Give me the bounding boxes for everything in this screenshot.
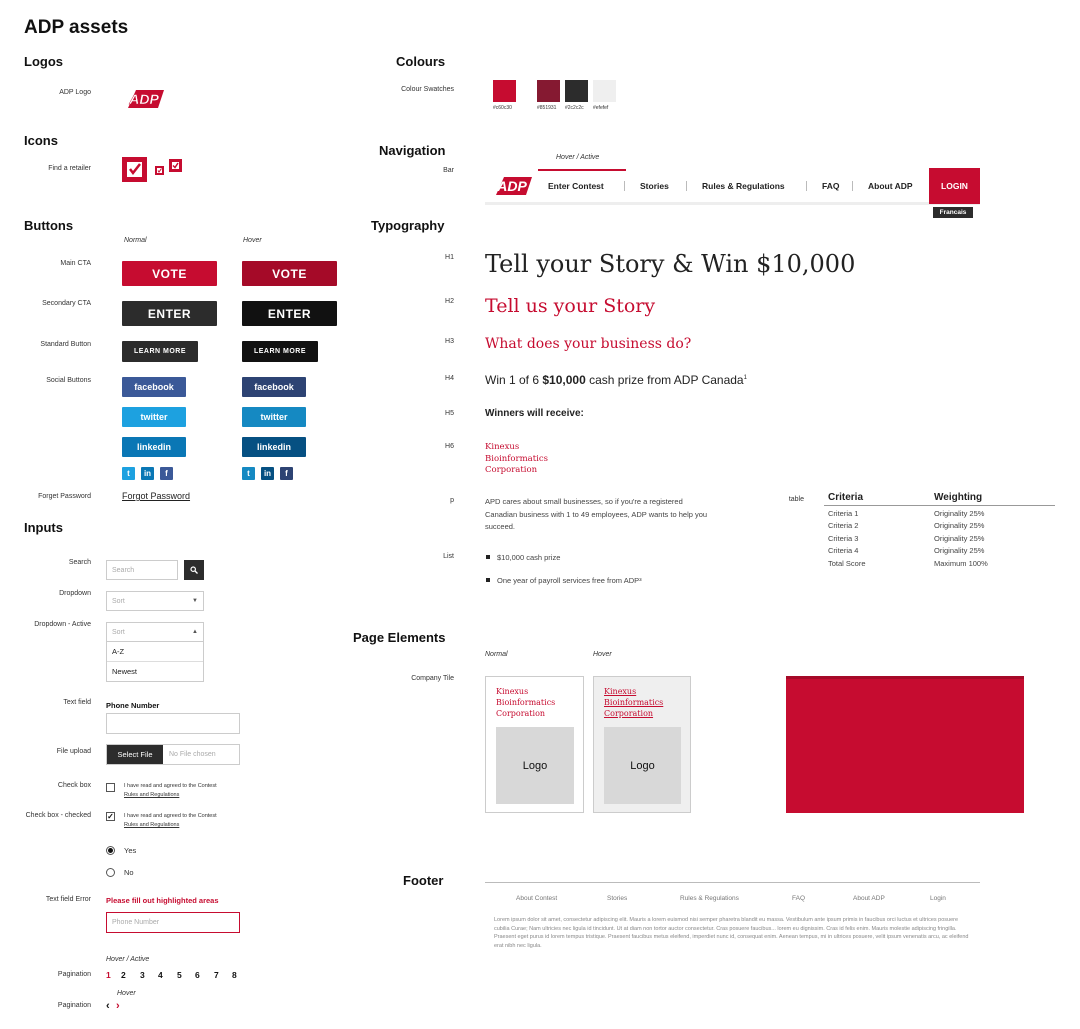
page-1[interactable]: 1 — [106, 970, 111, 980]
footer-link-login[interactable]: Login — [930, 895, 946, 902]
section-logos: Logos — [24, 54, 63, 69]
vote-button[interactable]: VOTE — [122, 261, 217, 286]
page-6[interactable]: 6 — [195, 970, 200, 980]
page-title: ADP assets — [24, 17, 129, 38]
tile-company-name — [496, 686, 555, 719]
tile-name-line: Kinexus — [604, 687, 637, 696]
table-cell: Originality 25% — [934, 546, 985, 556]
sort-dropdown[interactable] — [106, 591, 204, 611]
h2-sample: Tell us your Story — [485, 295, 656, 317]
list-item: $10,000 cash prize — [497, 553, 561, 562]
tile-hover-label: Hover — [593, 651, 612, 658]
footer-text: Lorem ipsum dolor sit amet, consectetur adipiscing elit. Mauris a lorem euismod nisi semper pharetra blandit eu massa. Vestibulum ante ipsum primis in faucibus orci luctus et ultrices posuere cubilia Curae; Nam ultricies nec ligula id tincidunt. Ut at diam non tortor auctor consectetur. Cras posuere faucibus... lorem eu dignissim. Cras id felis enim. Mauris molestie adipiscing fringilla. Praesent eget purus id lorem tempus tristique. Praesent faucibus metus eleifend, imperdiet nunc id, consequat enim. Aenean tempus, mi in ultrices posuere, velit ipsum venenatis arcu, ac eleifend erat nibh nec ligula. — [494, 917, 969, 949]
enter-button[interactable]: ENTER — [122, 301, 217, 326]
facebook-icon[interactable]: f — [160, 467, 173, 480]
dropdown-active-label: Dropdown - Active — [34, 621, 91, 628]
h6-sample — [485, 442, 548, 477]
paragraph-sample: APD cares about small businesses, so if you're a registered Canadian business with 1 to 49 employees, ADP wants to help you succeed. — [485, 497, 708, 531]
swatch-label: #2c2c2c — [565, 105, 584, 111]
section-colours: Colours — [396, 54, 446, 69]
social-buttons-label: Social Buttons — [46, 377, 91, 384]
nav-divider — [686, 181, 687, 191]
table-cell: Originality 25% — [934, 509, 985, 518]
forgot-password-link[interactable]: Forgot Password — [122, 491, 191, 501]
search-button[interactable] — [184, 560, 204, 580]
main-cta-label: Main CTA — [60, 260, 91, 267]
table-cell: Criteria 3 — [828, 533, 859, 543]
tile-company-name — [604, 686, 663, 719]
facebook-button[interactable]: facebook — [122, 377, 186, 397]
checkbox-label-text: I have read and agreed to the Contest — [124, 813, 217, 819]
nav-item-enter-contest[interactable]: Enter Contest — [548, 181, 604, 191]
checkbox-label-text: I have read and agreed to the Contest — [124, 783, 217, 789]
p-label: p — [450, 497, 454, 504]
nav-item-faq[interactable]: FAQ — [822, 181, 840, 191]
section-page-elements: Page Elements — [353, 630, 446, 645]
twitter-button-hover[interactable]: twitter — [242, 407, 306, 427]
h4-sup: 1 — [743, 375, 747, 381]
nav-logo[interactable] — [489, 175, 535, 202]
twitter-icon[interactable]: t — [122, 467, 135, 480]
sort-dropdown-active[interactable] — [106, 622, 204, 642]
phone-input[interactable] — [106, 713, 240, 734]
section-footer: Footer — [403, 873, 444, 888]
colour-swatches-label: Colour Swatches — [401, 86, 454, 93]
linkedin-button[interactable]: linkedin — [122, 437, 186, 457]
table-header: Criteria — [828, 492, 864, 503]
footer-link-about-contest[interactable]: About Contest — [516, 895, 558, 902]
table-row — [824, 558, 1055, 570]
table-cell: Originality 25% — [934, 533, 985, 543]
swatch-label: #851931 — [537, 105, 557, 111]
footer-link-stories[interactable]: Stories — [607, 895, 628, 902]
file-upload-label: File upload — [56, 748, 91, 755]
buttons-hover-label: Hover — [243, 237, 262, 244]
h2-label: H2 — [445, 298, 454, 305]
h5-sample: Winners will receive: — [485, 408, 584, 419]
list-item: One year of payroll services free from ADP³ — [497, 576, 642, 585]
section-inputs: Inputs — [24, 520, 63, 535]
search-input[interactable]: Search — [106, 560, 178, 580]
nav-logo-text: ADP — [497, 178, 527, 194]
tile-name-line: Bioinformatics — [604, 698, 664, 707]
h4-sample — [485, 373, 747, 387]
chevron-down-icon: ▼ — [192, 598, 198, 604]
table-cell: Criteria 4 — [828, 546, 859, 556]
check-box-large-icon[interactable] — [122, 157, 147, 187]
table-cell: Total Score — [828, 558, 866, 568]
swatch-red — [493, 80, 516, 102]
footer-link-about-adp[interactable]: About ADP — [853, 895, 885, 902]
agree-checkbox[interactable] — [106, 783, 115, 792]
footer-divider — [485, 882, 980, 883]
table-cell: Maximum 100% — [934, 558, 988, 568]
nav-item-rules[interactable]: Rules & Regulations — [702, 181, 785, 191]
chevron-right-icon[interactable]: › — [116, 1000, 120, 1012]
radio-no-label: No — [124, 868, 134, 877]
company-tile-label: Company Tile — [411, 675, 454, 682]
swatch-label: #efefef — [593, 105, 609, 111]
chevron-left-icon[interactable]: ‹ — [106, 1000, 110, 1012]
check-box-label: Check box — [57, 782, 91, 789]
company-tile-hover[interactable] — [593, 676, 691, 813]
table-row — [824, 533, 1055, 545]
section-navigation: Navigation — [379, 143, 446, 158]
checkbox-text — [124, 812, 217, 830]
sort-dropdown-active-value: Sort — [112, 628, 125, 636]
table-row — [824, 545, 1055, 557]
h4-text-post: cash prize from ADP Canada — [585, 373, 744, 387]
tile-name-line: Bioinformatics — [496, 698, 556, 707]
language-toggle[interactable]: Francais — [933, 207, 973, 218]
swatch-light — [593, 80, 616, 102]
page-5[interactable]: 5 — [177, 970, 182, 980]
enter-button-hover[interactable]: ENTER — [242, 301, 337, 326]
learn-more-button-hover[interactable]: LEARN MORE — [242, 341, 318, 362]
buttons-normal-label: Normal — [124, 237, 147, 244]
select-file-button[interactable]: Select File — [107, 745, 163, 764]
rules-link[interactable]: Rules and Regulations — [124, 822, 180, 828]
swatch-charcoal — [565, 80, 588, 102]
h6-line: Bioinformatics — [485, 453, 548, 464]
radio-yes[interactable] — [106, 846, 115, 855]
check-box-small-icon[interactable] — [155, 162, 164, 180]
sort-dropdown-value: Sort — [112, 597, 125, 605]
find-retailer-label: Find a retailer — [48, 165, 91, 172]
table-row — [824, 508, 1055, 520]
search-label: Search — [68, 559, 91, 566]
tile-name-line: Kinexus — [496, 687, 529, 696]
footer-link-rules[interactable]: Rules & Regulations — [680, 895, 739, 902]
secondary-cta-label: Secondary CTA — [42, 300, 91, 307]
radio-yes-label: Yes — [124, 846, 137, 855]
h3-sample: What does your business do? — [485, 336, 692, 352]
page-8[interactable]: 8 — [232, 970, 237, 980]
adp-logo-label: ADP Logo — [59, 89, 91, 96]
no-file-text: No File chosen — [169, 751, 216, 758]
phone-label: Phone Number — [106, 701, 160, 710]
h4-label: H4 — [445, 375, 454, 382]
tile-logo-placeholder: Logo — [604, 727, 681, 804]
text-field-error-label: Text field Error — [45, 896, 91, 903]
search-icon — [190, 566, 198, 574]
vote-button-hover[interactable]: VOTE — [242, 261, 337, 286]
twitter-icon[interactable]: t — [242, 467, 255, 480]
list-bullet — [486, 578, 490, 582]
linkedin-icon[interactable]: in — [261, 467, 274, 480]
pagination-hover-active-label: Hover / Active — [106, 956, 150, 963]
company-tile-red-block — [786, 676, 1024, 813]
check-box-small-icon[interactable] — [169, 159, 182, 177]
nav-divider — [852, 181, 853, 191]
facebook-icon[interactable]: f — [280, 467, 293, 480]
company-tile[interactable] — [485, 676, 584, 813]
adp-logo-text: ADP — [129, 91, 159, 107]
tile-name-line: Corporation — [604, 709, 654, 718]
table-row — [824, 520, 1055, 532]
section-buttons: Buttons — [24, 218, 74, 233]
learn-more-button[interactable]: LEARN MORE — [122, 341, 198, 362]
page-4[interactable]: 4 — [158, 970, 163, 980]
pagination-label-2: Pagination — [57, 1002, 91, 1009]
facebook-button-hover[interactable]: facebook — [242, 377, 306, 397]
h5-label: H5 — [445, 410, 454, 417]
table-cell: Criteria 1 — [828, 509, 859, 518]
check-box-checked-label: Check box - checked — [25, 812, 91, 819]
tile-normal-label: Normal — [485, 651, 508, 658]
section-icons: Icons — [24, 133, 58, 148]
swatch-dark-red — [537, 80, 560, 102]
dropdown-label: Dropdown — [59, 590, 91, 597]
pagination-label: Pagination — [57, 971, 91, 978]
nav-item-about[interactable]: About ADP — [868, 181, 913, 191]
h6-label: H6 — [445, 443, 454, 450]
rules-link[interactable]: Rules and Regulations — [124, 792, 180, 798]
text-field-label: Text field — [63, 699, 91, 706]
page-7[interactable]: 7 — [214, 970, 219, 980]
table-cell: Originality 25% — [934, 521, 985, 531]
table-header: Weighting — [934, 492, 983, 503]
tile-logo-placeholder: Logo — [496, 727, 574, 804]
twitter-button[interactable]: twitter — [122, 407, 186, 427]
criteria-table — [824, 492, 1055, 570]
error-message: Please fill out highlighted areas — [106, 896, 219, 905]
list-bullet — [486, 555, 490, 559]
dropdown-menu — [106, 642, 204, 682]
phone-input-error[interactable]: Phone Number — [106, 912, 240, 933]
dropdown-option[interactable]: Newest — [112, 667, 138, 676]
page-2[interactable]: 2 — [121, 970, 126, 980]
login-button[interactable]: LOGIN — [929, 168, 980, 204]
table-cell: Criteria 2 — [828, 521, 859, 531]
linkedin-icon[interactable]: in — [141, 467, 154, 480]
h3-label: H3 — [445, 338, 454, 345]
nav-item-stories[interactable]: Stories — [640, 181, 669, 191]
nav-divider — [806, 181, 807, 191]
list-label: List — [443, 553, 454, 560]
h6-line: Corporation — [485, 465, 538, 475]
footer-link-faq[interactable]: FAQ — [792, 895, 806, 902]
checkbox-text — [124, 782, 217, 800]
h1-sample: Tell your Story & Win $10,000 — [485, 250, 856, 278]
chevron-up-icon: ▲ — [192, 629, 198, 635]
forget-password-label: Forget Password — [38, 493, 91, 500]
table-label: table — [788, 496, 804, 503]
dropdown-option[interactable]: A-Z — [107, 642, 203, 662]
radio-no[interactable] — [106, 868, 115, 877]
h4-text: Win 1 of 6 — [485, 373, 543, 387]
nav-divider — [624, 181, 625, 191]
file-upload — [106, 744, 240, 765]
standard-button-label: Standard Button — [40, 341, 91, 348]
swatch-label: #c60c30 — [493, 105, 512, 111]
agree-checkbox-checked[interactable]: ✓ — [107, 812, 114, 821]
linkedin-button-hover[interactable]: linkedin — [242, 437, 306, 457]
adp-logo — [122, 88, 166, 115]
section-typography: Typography — [371, 218, 445, 233]
pagination-hover-label: Hover — [117, 990, 136, 997]
nav-hover-active-label: Hover / Active — [556, 154, 600, 161]
h6-line: Kinexus — [485, 442, 520, 452]
h1-label: H1 — [445, 254, 454, 261]
h4-bold: $10,000 — [542, 373, 586, 387]
page-3[interactable]: 3 — [140, 970, 145, 980]
bar-label: Bar — [443, 167, 454, 174]
tile-name-line: Corporation — [496, 709, 546, 718]
